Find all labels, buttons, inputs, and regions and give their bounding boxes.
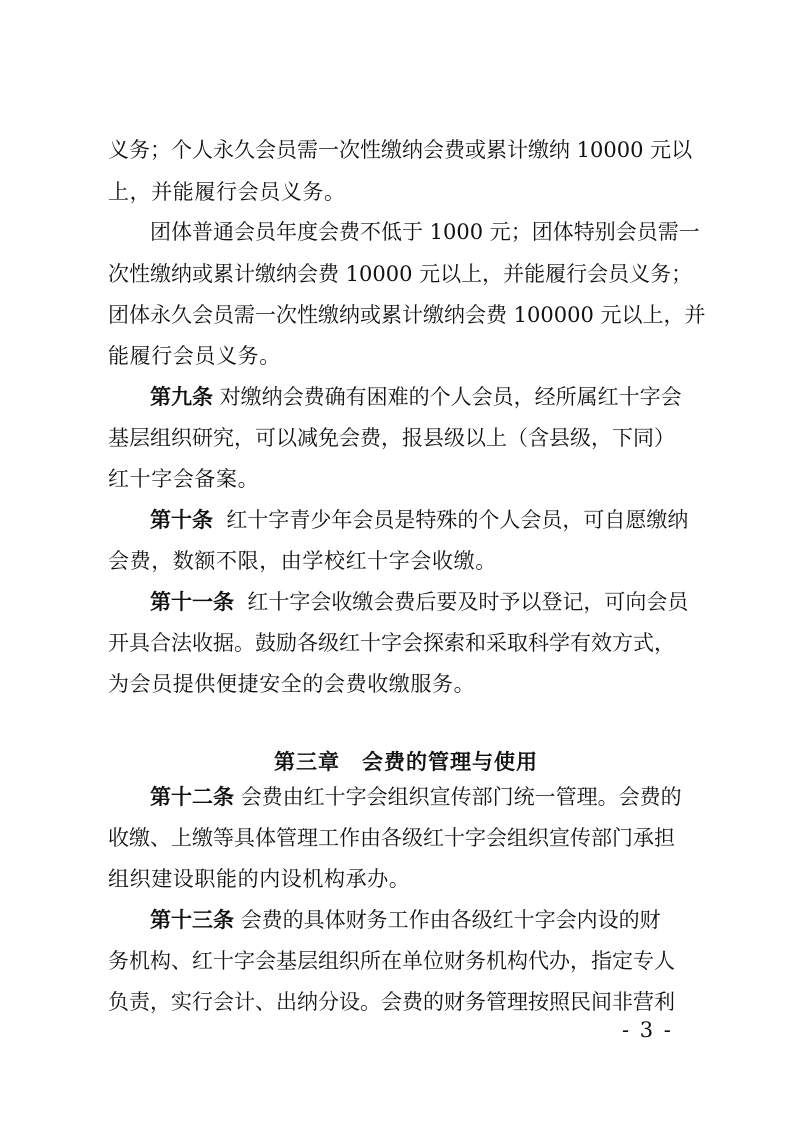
chapter-heading — [274, 746, 538, 776]
line-text: 会费由红十字会组织宣传部门统一管理。会费的 — [240, 785, 682, 809]
paragraph-line — [108, 428, 692, 449]
line-text: 会费，数额不限，由学校红十字会收缴。 — [108, 549, 497, 573]
paragraph-line — [108, 551, 497, 572]
line-text: 红十字会收缴会费后要及时予以登记，可向会员 — [247, 590, 689, 614]
line-text: 基层组织研究，可以减免会费，报县级以上（含县级，下同） — [108, 426, 675, 450]
paragraph-line — [108, 992, 692, 1013]
paragraph-line — [108, 828, 692, 849]
paragraph-line — [108, 869, 410, 890]
article-12-line — [150, 787, 692, 808]
paragraph-line — [108, 633, 692, 654]
line-text: 团体永久会员需一次性缴纳或累计缴纳会费 100000 元以上，并 — [108, 303, 706, 327]
paragraph-line — [108, 346, 281, 367]
paragraph-line — [108, 951, 692, 972]
line-text: 红十字青少年会员是特殊的个人会员，可自愿缴纳 — [226, 508, 689, 532]
line-text: 红十字会备案。 — [108, 467, 260, 491]
line-text: 上，并能履行会员义务。 — [108, 180, 346, 204]
paragraph-line — [150, 220, 700, 244]
paragraph-line — [108, 303, 706, 327]
article-number: 第十条 — [150, 508, 213, 532]
line-text: 能履行会员义务。 — [108, 344, 281, 368]
line-text: 组织建设职能的内设机构承办。 — [108, 867, 411, 891]
paragraph-line — [108, 674, 475, 695]
line-text: 开具合法收据。鼓励各级红十字会探索和采取科学有效方式， — [108, 631, 675, 655]
line-text: 务机构、红十字会基层组织所在单位财务机构代办，指定专人 — [108, 949, 675, 973]
line-text: 负责，实行会计、出纳分设。会费的财务管理按照民间非营利 — [108, 990, 675, 1014]
line-text: 次性缴纳或累计缴纳会费 10000 元以上，并能履行会员义务； — [108, 262, 693, 286]
chapter-title: 会费的管理与使用 — [362, 750, 538, 774]
article-number: 第十一条 — [150, 590, 234, 614]
article-number: 第九条 — [150, 385, 213, 409]
article-11-line — [150, 592, 692, 613]
line-text: 会费的具体财务工作由各级红十字会内设的财 — [240, 908, 661, 932]
chapter-number: 第三章 — [274, 750, 340, 774]
line-text: 义务；个人永久会员需一次性缴纳会费或累计缴纳 10000 元以 — [108, 138, 693, 162]
article-number: 第十三条 — [150, 908, 234, 932]
line-text: 团体普通会员年度会费不低于 1000 元；团体特别会员需一 — [150, 220, 700, 244]
paragraph-line — [108, 140, 692, 161]
article-13-line — [150, 910, 692, 931]
line-text: 对缴纳会费确有困难的个人会员，经所属红十字会 — [219, 385, 682, 409]
line-text: 为会员提供便捷安全的会费收缴服务。 — [108, 672, 476, 696]
paragraph-line — [108, 469, 259, 490]
page-number: - 3 - — [622, 1018, 673, 1042]
paragraph-line — [108, 264, 692, 285]
line-text: 收缴、上缴等具体管理工作由各级红十字会组织宣传部门承担 — [108, 826, 675, 850]
article-9-line — [150, 387, 692, 408]
article-10-line — [150, 510, 692, 531]
article-number: 第十二条 — [150, 785, 234, 809]
paragraph-line — [108, 182, 346, 203]
